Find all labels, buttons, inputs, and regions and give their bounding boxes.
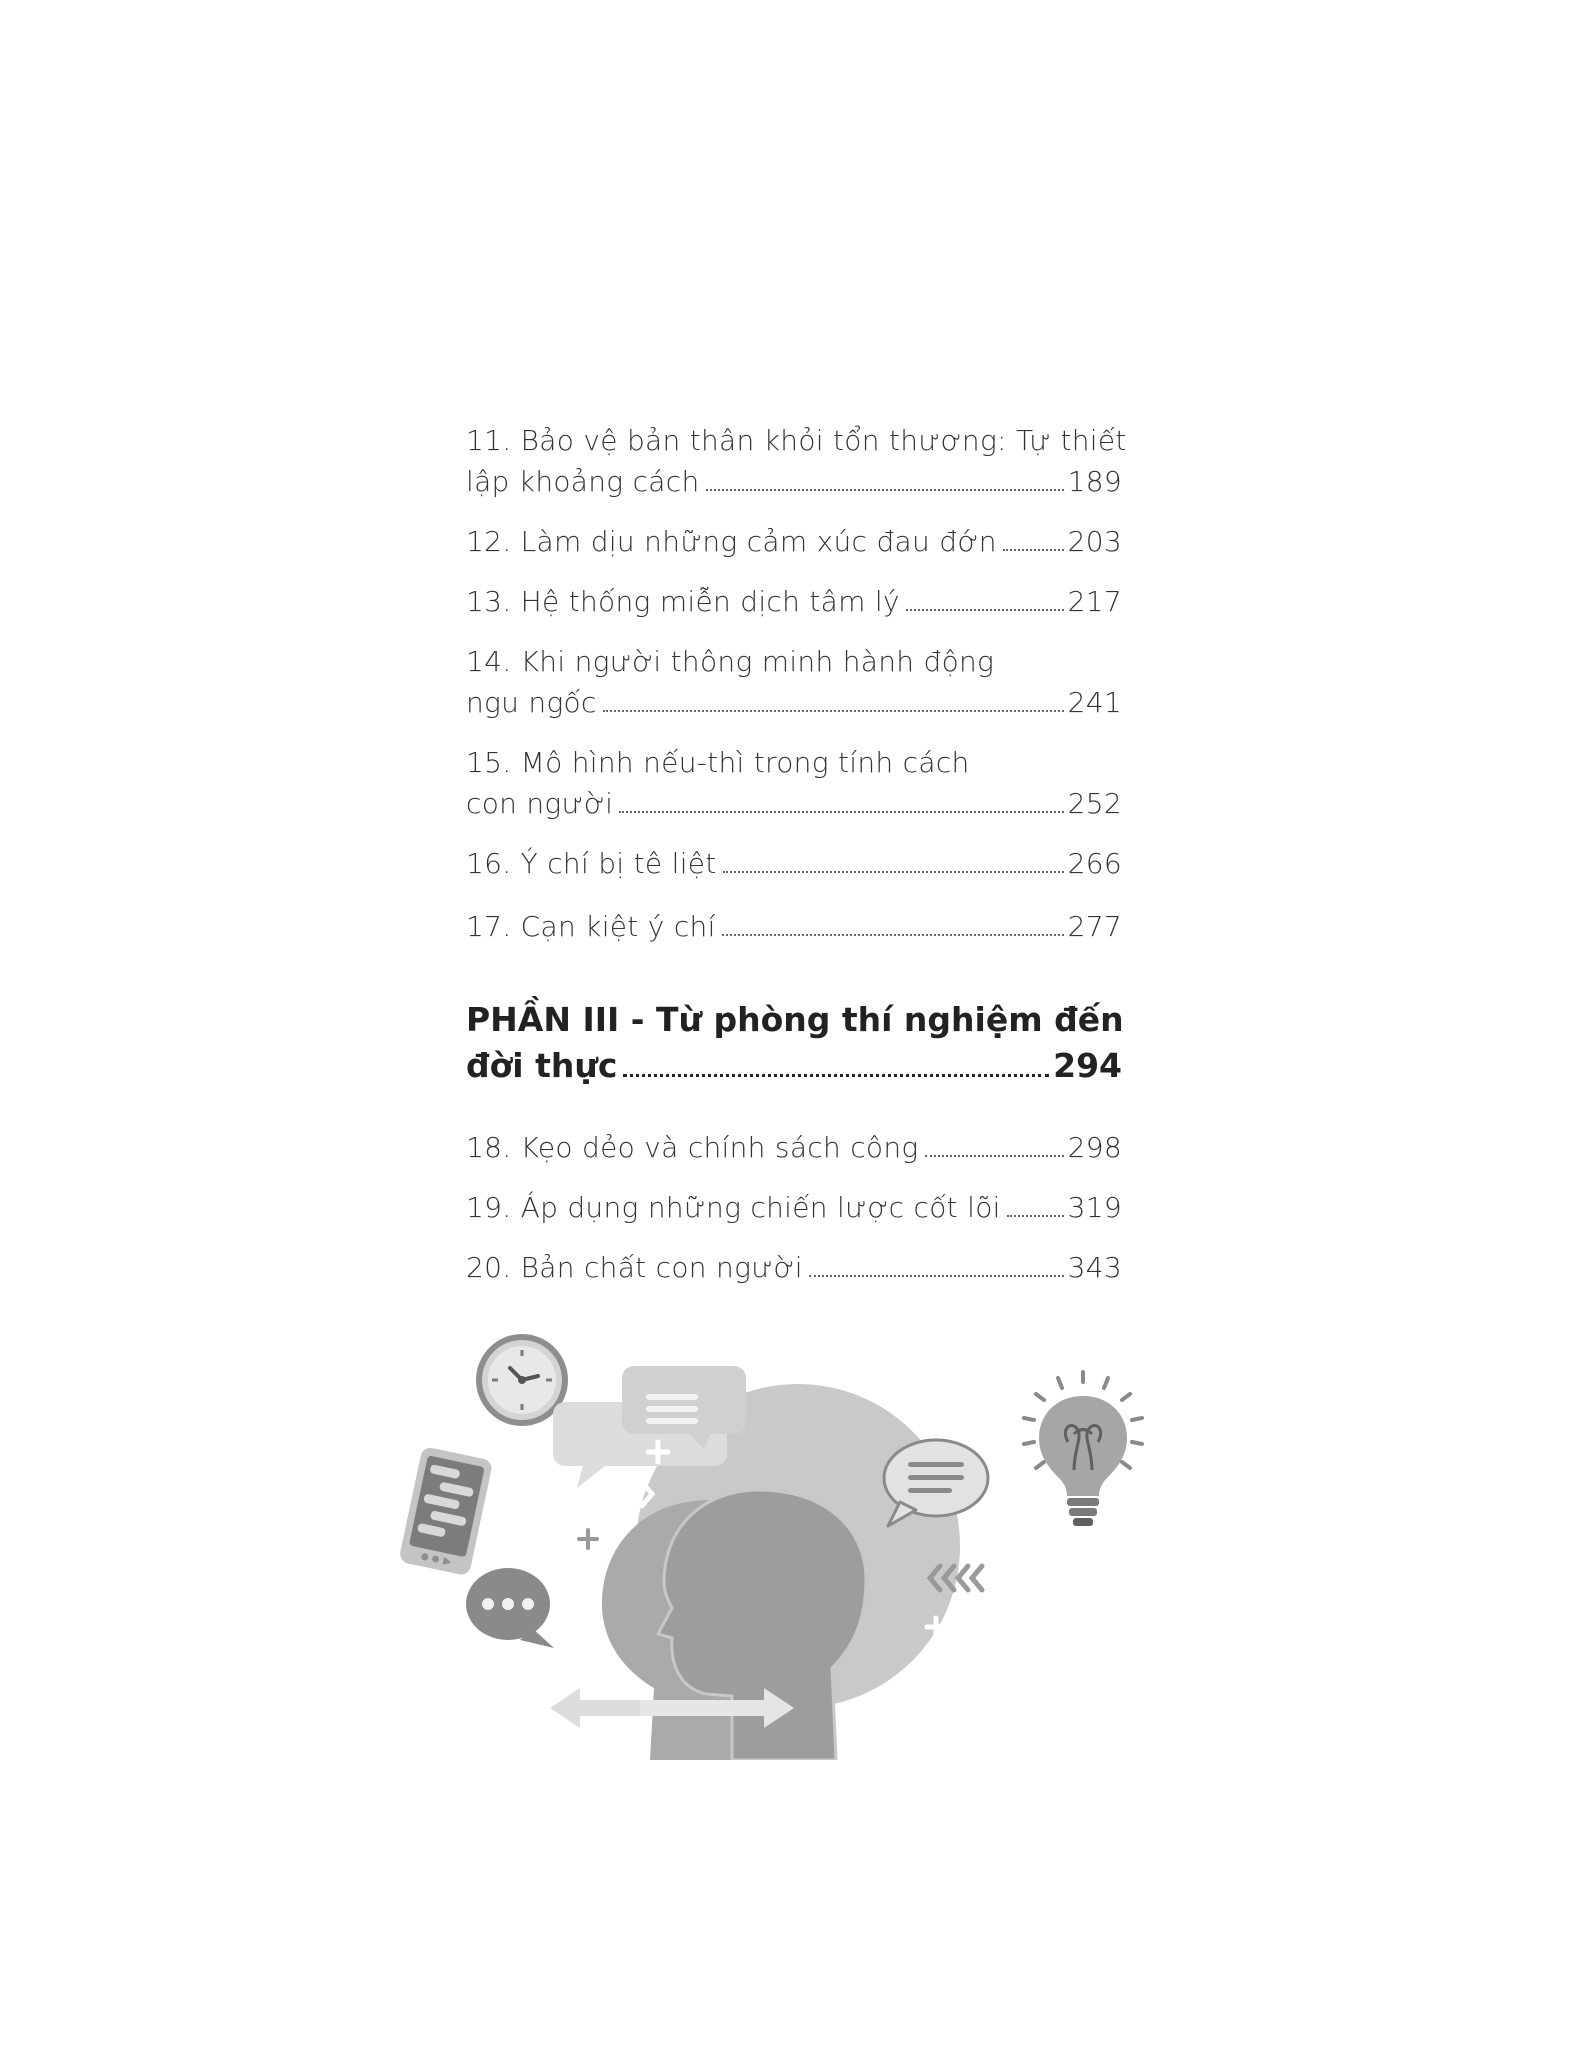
toc-entry-title: 17. Cạn kiệt ý chí: [466, 910, 716, 943]
leader-dots: [906, 608, 1064, 611]
toc-entry-16[interactable]: [466, 843, 1122, 884]
toc-entry-title: 15. Mô hình nếu-thì trong tính cách: [466, 746, 970, 779]
toc-entry-title: 20. Bản chất con người: [466, 1251, 803, 1284]
leader-dots: [722, 933, 1064, 936]
toc-entry-19[interactable]: [466, 1187, 1122, 1228]
toc-entry-title-cont: con người: [466, 787, 614, 820]
leader-dots: [619, 810, 1063, 813]
toc-entry-17[interactable]: [466, 906, 1122, 947]
page-number: 203: [1067, 525, 1122, 558]
page-number: 241: [1067, 686, 1122, 719]
head-profiles-icon: [602, 1490, 866, 1760]
toc-entry-12[interactable]: [466, 521, 1122, 562]
toc-entry-15[interactable]: [466, 742, 1122, 824]
leader-dots: [603, 709, 1064, 712]
leader-dots: [723, 870, 1064, 873]
toc-entry-title-cont: ngu ngốc: [466, 686, 597, 719]
leader-dots: [925, 1154, 1064, 1157]
leader-dots: [1007, 1214, 1064, 1217]
plus-icon: [579, 1530, 597, 1548]
toc-entry-20[interactable]: [466, 1247, 1122, 1288]
leader-dots: [623, 1073, 1049, 1077]
page-number: 343: [1067, 1251, 1122, 1284]
decorative-illustration: [390, 1330, 1170, 1760]
page-number: 217: [1067, 585, 1122, 618]
page-number: 319: [1067, 1191, 1122, 1224]
part-title-cont: đời thực: [466, 1046, 618, 1085]
toc-entry-18[interactable]: [466, 1127, 1122, 1168]
leader-dots: [706, 488, 1064, 491]
page-number: 294: [1053, 1046, 1122, 1085]
toc-entry-14[interactable]: [466, 641, 1122, 723]
leader-dots: [809, 1274, 1064, 1277]
toc-entry-13[interactable]: [466, 581, 1122, 622]
toc-entry-title: 12. Làm dịu những cảm xúc đau đớn: [466, 525, 997, 558]
chat-dots-icon: [466, 1568, 554, 1648]
chevrons-right-icon: [600, 1482, 652, 1506]
toc-part-3-heading[interactable]: [466, 997, 1122, 1089]
page-number: 252: [1067, 787, 1122, 820]
toc-entry-title: 14. Khi người thông minh hành động: [466, 645, 995, 678]
lightbulb-icon: [1024, 1372, 1142, 1526]
leader-dots: [1003, 548, 1064, 551]
toc-entry-11[interactable]: [466, 420, 1127, 502]
table-of-contents: [466, 420, 1127, 1288]
toc-entry-title: 11. Bảo vệ bản thân khỏi tổn thương: Tự thiết: [466, 424, 1127, 457]
toc-entry-title-cont: lập khoảng cách: [466, 465, 700, 498]
toc-entry-title: 13. Hệ thống miễn dịch tâm lý: [466, 585, 900, 618]
page-number: 266: [1067, 847, 1122, 880]
page-number: 277: [1067, 910, 1122, 943]
toc-entry-title: 18. Kẹo dẻo và chính sách công: [466, 1131, 919, 1164]
toc-entry-title: 19. Áp dụng những chiến lược cốt lõi: [466, 1191, 1001, 1224]
toc-entry-title: 16. Ý chí bị tê liệt: [466, 847, 717, 880]
speech-bubble-icon: [884, 1440, 988, 1526]
page-number: 189: [1067, 465, 1122, 498]
part-title: PHẦN III - Từ phòng thí nghiệm đến: [466, 1000, 1124, 1039]
page-number: 298: [1067, 1131, 1122, 1164]
phone-chat-icon: [398, 1446, 493, 1576]
